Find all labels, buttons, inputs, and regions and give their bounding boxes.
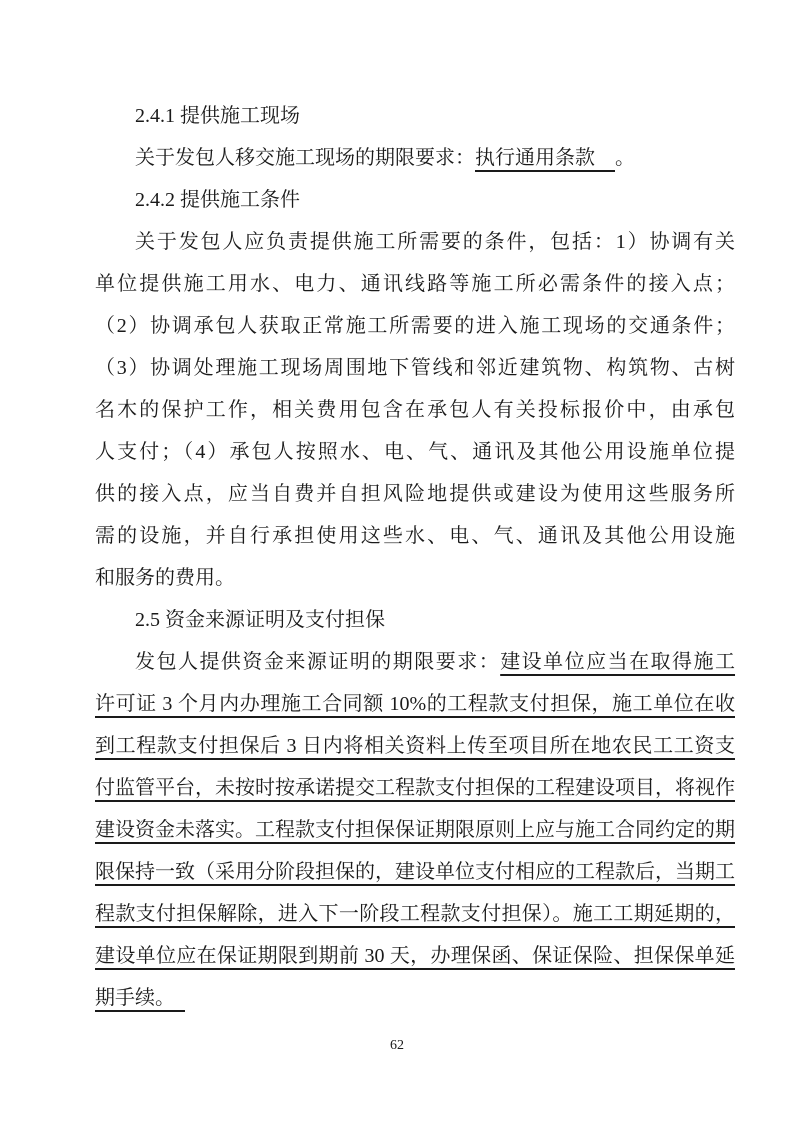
underlined-fill-in-text: 许可证 3 个月内办理施工合同额 10%的工程款支付担保，施工单位在收 [95, 693, 735, 715]
clause-2-4-2-line-5 [95, 389, 735, 431]
underlined-fill-in-text: 限保持一致（采用分阶段担保的，建设单位支付相应的工程款后，当期工 [95, 861, 735, 883]
document-body [95, 95, 735, 1019]
text-run: 。 [615, 147, 635, 169]
text-run: （2）协调承包人获取正常施工所需要的进入施工现场的交通条件； [95, 315, 735, 337]
text-run: 名木的保护工作，相关费用包含在承包人有关投标报价中，由承包 [95, 399, 735, 421]
text-run: 2.4.1 提供施工现场 [135, 105, 300, 127]
text-run: 2.4.2 提供施工条件 [135, 189, 300, 211]
clause-2-4-2-line-3 [95, 305, 735, 347]
clause-2-5-line-4 [95, 767, 735, 809]
text-run: 人支付；（4）承包人按照水、电、气、通讯及其他公用设施单位提 [95, 441, 735, 463]
clause-2-4-1-body [95, 137, 735, 179]
clause-2-4-2-line-6 [95, 431, 735, 473]
heading-clause-2-4-1 [95, 95, 735, 137]
page-number: 62 [390, 1038, 404, 1053]
clause-2-5-line-9 [95, 977, 735, 1019]
clause-2-4-2-line-9 [95, 557, 735, 599]
text-run: （3）协调处理施工现场周围地下管线和邻近建筑物、构筑物、古树 [95, 357, 735, 379]
text-run: 发包人提供资金来源证明的期限要求： [135, 651, 501, 673]
text-run: 2.5 资金来源证明及支付担保 [135, 609, 385, 631]
heading-clause-2-4-2 [95, 179, 735, 221]
clause-2-5-line-3 [95, 725, 735, 767]
underlined-fill-in-text: 付监管平台，未按时按承诺提交工程款支付担保的工程建设项目，将视作 [95, 777, 735, 799]
heading-clause-2-5 [95, 599, 735, 641]
underlined-fill-in-text: 到工程款支付担保后 3 日内将相关资料上传至项目所在地农民工工资支 [95, 735, 735, 757]
text-run: 供的接入点，应当自费并自担风险地提供或建设为使用这些服务所 [95, 483, 735, 505]
underlined-fill-in-text: 执行通用条款 [475, 147, 615, 169]
text-run: 需的设施，并自行承担使用这些水、电、气、通讯及其他公用设施 [95, 525, 735, 547]
text-run: 和服务的费用。 [95, 567, 235, 589]
clause-2-5-line-7 [95, 893, 735, 935]
clause-2-4-2-line-2 [95, 263, 735, 305]
underlined-fill-in-text: 建设单位应当在取得施工 [500, 651, 736, 673]
clause-2-4-2-line-1 [95, 221, 735, 263]
clause-2-4-2-line-4 [95, 347, 735, 389]
underlined-fill-in-text: 期手续。 [95, 987, 185, 1009]
underlined-fill-in-text: 建设资金未落实。工程款支付担保保证期限原则上应与施工合同约定的期 [95, 819, 735, 841]
clause-2-4-2-line-7 [95, 473, 735, 515]
clause-2-5-line-1 [95, 641, 735, 683]
underlined-fill-in-text: 程款支付担保解除，进入下一阶段工程款支付担保）。施工工期延期的， [95, 903, 735, 925]
text-run: 单位提供施工用水、电力、通讯线路等施工所必需条件的接入点； [95, 273, 735, 295]
text-run: 关于发包人移交施工现场的期限要求： [135, 147, 475, 169]
text-run: 关于发包人应负责提供施工所需要的条件，包括：1）协调有关 [135, 231, 735, 253]
clause-2-5-line-8 [95, 935, 735, 977]
clause-2-5-line-5 [95, 809, 735, 851]
underlined-fill-in-text: 建设单位应在保证期限到期前 30 天，办理保函、保证保险、担保保单延 [95, 945, 735, 967]
clause-2-5-line-6 [95, 851, 735, 893]
clause-2-5-line-2 [95, 683, 735, 725]
clause-2-4-2-line-8 [95, 515, 735, 557]
